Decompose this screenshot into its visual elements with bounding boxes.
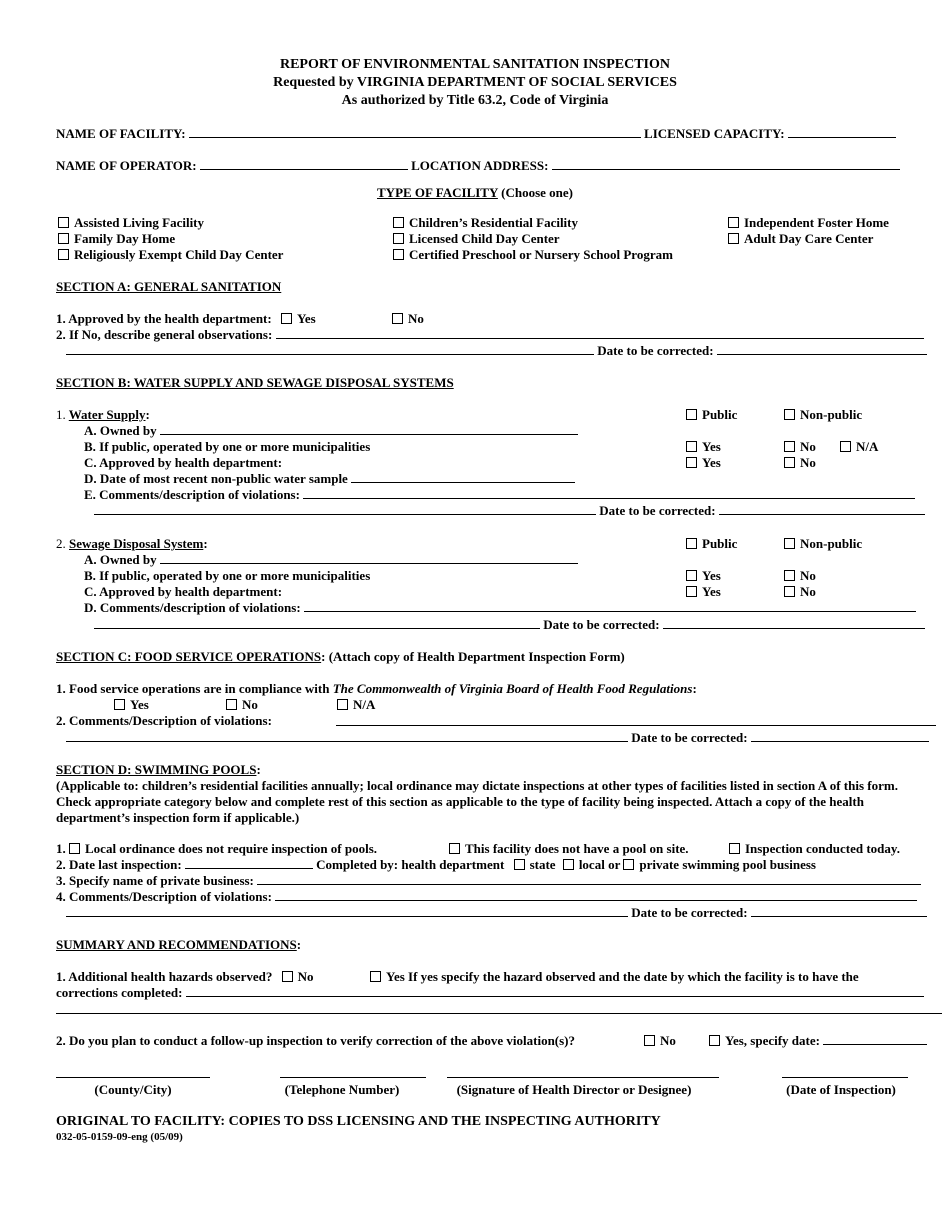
signature-line[interactable] — [447, 1077, 719, 1078]
hazards-corrections-field-cont[interactable] — [56, 1013, 942, 1014]
pool-private-business-row: 3. Specify name of private business: — [56, 873, 921, 888]
water-owned-row: A. Owned by — [84, 423, 578, 438]
facility-type-option[interactable]: Children’s Residential Facility — [393, 215, 578, 230]
facility-name-label: NAME OF FACILITY: — [56, 126, 186, 141]
food-compliance-question: 1. Food service operations are in compliance with The Commonwealth of Virginia Board of Health Food Regulations: — [56, 681, 697, 696]
sewage-public-option[interactable]: Public — [686, 536, 737, 551]
facility-type-option[interactable]: Independent Foster Home — [728, 215, 889, 230]
water-sample-date-field[interactable] — [351, 471, 575, 483]
checkbox[interactable] — [686, 538, 697, 549]
sewage-comments-row: D. Comments/description of violations: — [84, 600, 916, 615]
sewage-comments-field[interactable] — [304, 600, 916, 612]
section-a-heading: SECTION A: GENERAL SANITATION — [56, 279, 282, 294]
food-correction-date-field[interactable] — [751, 730, 929, 742]
checkbox[interactable] — [449, 843, 460, 854]
facility-name-row — [56, 126, 896, 141]
section-a-q1-no[interactable]: No — [392, 311, 424, 326]
water-nonpublic-option[interactable]: Non-public — [784, 407, 862, 422]
water-owner-field[interactable] — [160, 423, 578, 435]
water-correction-row: Date to be corrected: — [94, 503, 925, 518]
water-municipal-na[interactable]: N/A — [840, 439, 878, 454]
section-d-heading: SECTION D: SWIMMING POOLS: — [56, 762, 261, 777]
facility-type-heading: TYPE OF FACILITY (Choose one) — [377, 185, 573, 200]
telephone-caption: (Telephone Number) — [284, 1082, 400, 1097]
section-c-heading: SECTION C: FOOD SERVICE OPERATIONS: (Attach copy of Health Department Inspection Form) — [56, 649, 625, 664]
hazards-yes-checkbox[interactable] — [370, 971, 381, 982]
checkbox[interactable] — [337, 699, 348, 710]
sewage-title: 2. Sewage Disposal System: — [56, 536, 208, 551]
water-supply-title: 1. Water Supply: — [56, 407, 150, 422]
food-compliance-yes[interactable]: Yes — [114, 697, 149, 712]
food-comments-field-cont[interactable] — [66, 730, 628, 742]
water-correction-date-field[interactable] — [719, 503, 925, 515]
checkbox[interactable] — [686, 457, 697, 468]
section-b-heading: SECTION B: WATER SUPPLY AND SEWAGE DISPOSAL SYSTEMS — [56, 375, 454, 390]
water-comments-field-cont[interactable] — [94, 503, 596, 515]
food-comments-field[interactable] — [336, 725, 936, 726]
checkbox[interactable] — [686, 409, 697, 420]
pool-correction-date-field[interactable] — [751, 905, 927, 917]
checkbox[interactable] — [686, 441, 697, 452]
hazards-yes-option[interactable]: Yes If yes specify the hazard observed and the date by which the facility is to have the — [370, 969, 859, 984]
location-address-field[interactable] — [552, 158, 900, 170]
water-municipal-no[interactable]: No — [784, 439, 816, 454]
checkbox[interactable] — [686, 586, 697, 597]
sewage-approved-no[interactable]: No — [784, 584, 816, 599]
private-business-checkbox[interactable] — [623, 859, 634, 870]
water-approved-yes[interactable]: Yes — [686, 455, 721, 470]
pool-option-local-ordinance[interactable]: 1. Local ordinance does not require inspection of pools. — [56, 841, 378, 856]
pool-comments-row: 4. Comments/Description of violations: — [56, 889, 917, 904]
pool-last-inspection-date-field[interactable] — [185, 857, 313, 869]
facility-type-option[interactable]: Family Day Home — [58, 231, 175, 246]
section-d-note: (Applicable to: children’s residential facilities annually; local ordinance may dictate inspections at other types of facilities listed in section A of this form. Check appropriate category below and complete rest of this section as applicable to the type of facility being inspected. Attach a copy of the health department’s inspection form if applicable.) — [56, 778, 898, 825]
checkbox[interactable] — [58, 217, 69, 228]
checkbox[interactable] — [709, 1035, 720, 1046]
facility-type-option[interactable]: Certified Preschool or Nursery School Program — [393, 247, 673, 262]
operator-name-field[interactable] — [200, 158, 408, 170]
sewage-approved-yes[interactable]: Yes — [686, 584, 721, 599]
authority-line: As authorized by Title 63.2, Code of Virginia — [341, 93, 609, 108]
hazards-corrections-field[interactable] — [186, 985, 924, 997]
inspection-date-line[interactable] — [782, 1077, 908, 1078]
pool-comments-field-cont[interactable] — [66, 905, 628, 917]
checkbox[interactable] — [226, 699, 237, 710]
facility-name-field[interactable] — [189, 126, 641, 138]
water-comments-row: E. Comments/description of violations: — [84, 487, 915, 502]
facility-type-option[interactable]: Licensed Child Day Center — [393, 231, 560, 246]
hazards-question: 1. Additional health hazards observed? No — [56, 969, 314, 984]
checkbox[interactable] — [58, 233, 69, 244]
checkbox[interactable] — [393, 217, 404, 228]
checkbox[interactable] — [729, 843, 740, 854]
hazards-corrections-row: corrections completed: — [56, 985, 924, 1000]
food-compliance-no[interactable]: No — [226, 697, 258, 712]
checkbox[interactable] — [69, 843, 80, 854]
telephone-line[interactable] — [280, 1077, 426, 1078]
followup-question: 2. Do you plan to conduct a follow-up inspection to verify correction of the above violation(s)? — [56, 1033, 576, 1048]
food-compliance-na[interactable]: N/A — [337, 697, 375, 712]
checkbox[interactable] — [393, 233, 404, 244]
county-city-line[interactable] — [56, 1077, 210, 1078]
checkbox[interactable] — [281, 313, 292, 324]
pool-correction-row: Date to be corrected: — [66, 905, 927, 920]
checkbox[interactable] — [392, 313, 403, 324]
inspection-date-caption: (Date of Inspection) — [786, 1082, 896, 1097]
pool-option-no-pool[interactable]: This facility does not have a pool on site. — [449, 841, 689, 856]
sewage-owned-row: A. Owned by — [84, 552, 578, 567]
facility-type-option[interactable]: Adult Day Care Center — [728, 231, 873, 246]
observations-field[interactable] — [276, 327, 924, 339]
form-title: REPORT OF ENVIRONMENTAL SANITATION INSPECTION — [279, 57, 670, 72]
licensed-capacity-field[interactable] — [788, 126, 896, 138]
summary-heading: SUMMARY AND RECOMMENDATIONS: — [56, 937, 302, 952]
pool-last-inspection-row: 2. Date last inspection: Completed by: health department state local or private swimming pool business — [56, 857, 816, 872]
checkbox[interactable] — [784, 538, 795, 549]
checkbox[interactable] — [393, 249, 404, 260]
sewage-correction-row: Date to be corrected: — [94, 617, 925, 632]
local-checkbox[interactable] — [563, 859, 574, 870]
licensed-capacity-label: LICENSED CAPACITY: — [644, 126, 785, 141]
checkbox[interactable] — [784, 457, 795, 468]
water-approved-no[interactable]: No — [784, 455, 816, 470]
signature-caption: (Signature of Health Director or Designee) — [456, 1082, 692, 1097]
section-a-q2: 2. If No, describe general observations: — [56, 327, 924, 342]
section-a-q1: 1. Approved by the health department: Yes — [56, 311, 316, 326]
checkbox[interactable] — [840, 441, 851, 452]
hazards-no-checkbox[interactable] — [282, 971, 293, 982]
checkbox[interactable] — [784, 586, 795, 597]
private-business-name-field[interactable] — [257, 873, 921, 885]
pool-option-inspected-today[interactable]: Inspection conducted today. — [729, 841, 900, 856]
observations-field-cont[interactable] — [66, 343, 594, 355]
food-correction-row: Date to be corrected: — [66, 730, 929, 745]
location-address-label: LOCATION ADDRESS: — [411, 158, 549, 173]
sewage-municipal-no[interactable]: No — [784, 568, 816, 583]
sewage-nonpublic-option[interactable]: Non-public — [784, 536, 862, 551]
facility-type-option[interactable]: Religiously Exempt Child Day Center — [58, 247, 283, 262]
followup-no-option[interactable]: No — [644, 1033, 676, 1048]
checkbox[interactable] — [114, 699, 125, 710]
form-number: 032-05-0159-09-eng (05/09) — [56, 1131, 183, 1143]
state-checkbox[interactable] — [514, 859, 525, 870]
operator-row — [56, 158, 900, 173]
food-comments-label: 2. Comments/Description of violations: — [56, 713, 272, 728]
operator-name-label: NAME OF OPERATOR: — [56, 158, 197, 173]
checkbox[interactable] — [784, 441, 795, 452]
checkbox[interactable] — [58, 249, 69, 260]
followup-yes-option[interactable]: Yes, specify date: — [709, 1033, 927, 1048]
sewage-correction-date-field[interactable] — [663, 617, 925, 629]
sewage-owner-field[interactable] — [160, 552, 578, 564]
water-public-option[interactable]: Public — [686, 407, 737, 422]
facility-type-option[interactable]: Assisted Living Facility — [58, 215, 204, 230]
checkbox[interactable] — [728, 233, 739, 244]
sewage-comments-field-cont[interactable] — [94, 617, 540, 629]
sewage-approved-label: C. Approved by health department: — [84, 584, 283, 599]
checkbox[interactable] — [686, 570, 697, 581]
sewage-municipal-yes[interactable]: Yes — [686, 568, 721, 583]
water-comments-field[interactable] — [303, 487, 915, 499]
water-approved-label: C. Approved by health department: — [84, 455, 283, 470]
distribution-note: ORIGINAL TO FACILITY: COPIES TO DSS LICENSING AND THE INSPECTING AUTHORITY — [56, 1114, 661, 1129]
water-municipal-label: B. If public, operated by one or more municipalities — [84, 439, 371, 454]
county-city-caption: (County/City) — [94, 1082, 172, 1097]
sewage-municipal-label: B. If public, operated by one or more municipalities — [84, 568, 371, 583]
water-sample-row: D. Date of most recent non-public water sample — [84, 471, 575, 486]
checkbox[interactable] — [644, 1035, 655, 1046]
correction-date-field[interactable] — [717, 343, 927, 355]
checkbox[interactable] — [784, 570, 795, 581]
checkbox[interactable] — [784, 409, 795, 420]
followup-date-field[interactable] — [823, 1033, 927, 1045]
section-a-correction-row: Date to be corrected: — [66, 343, 927, 358]
requested-by: Requested by VIRGINIA DEPARTMENT OF SOCIAL SERVICES — [273, 75, 677, 90]
checkbox[interactable] — [728, 217, 739, 228]
water-municipal-yes[interactable]: Yes — [686, 439, 721, 454]
pool-comments-field[interactable] — [275, 889, 917, 901]
